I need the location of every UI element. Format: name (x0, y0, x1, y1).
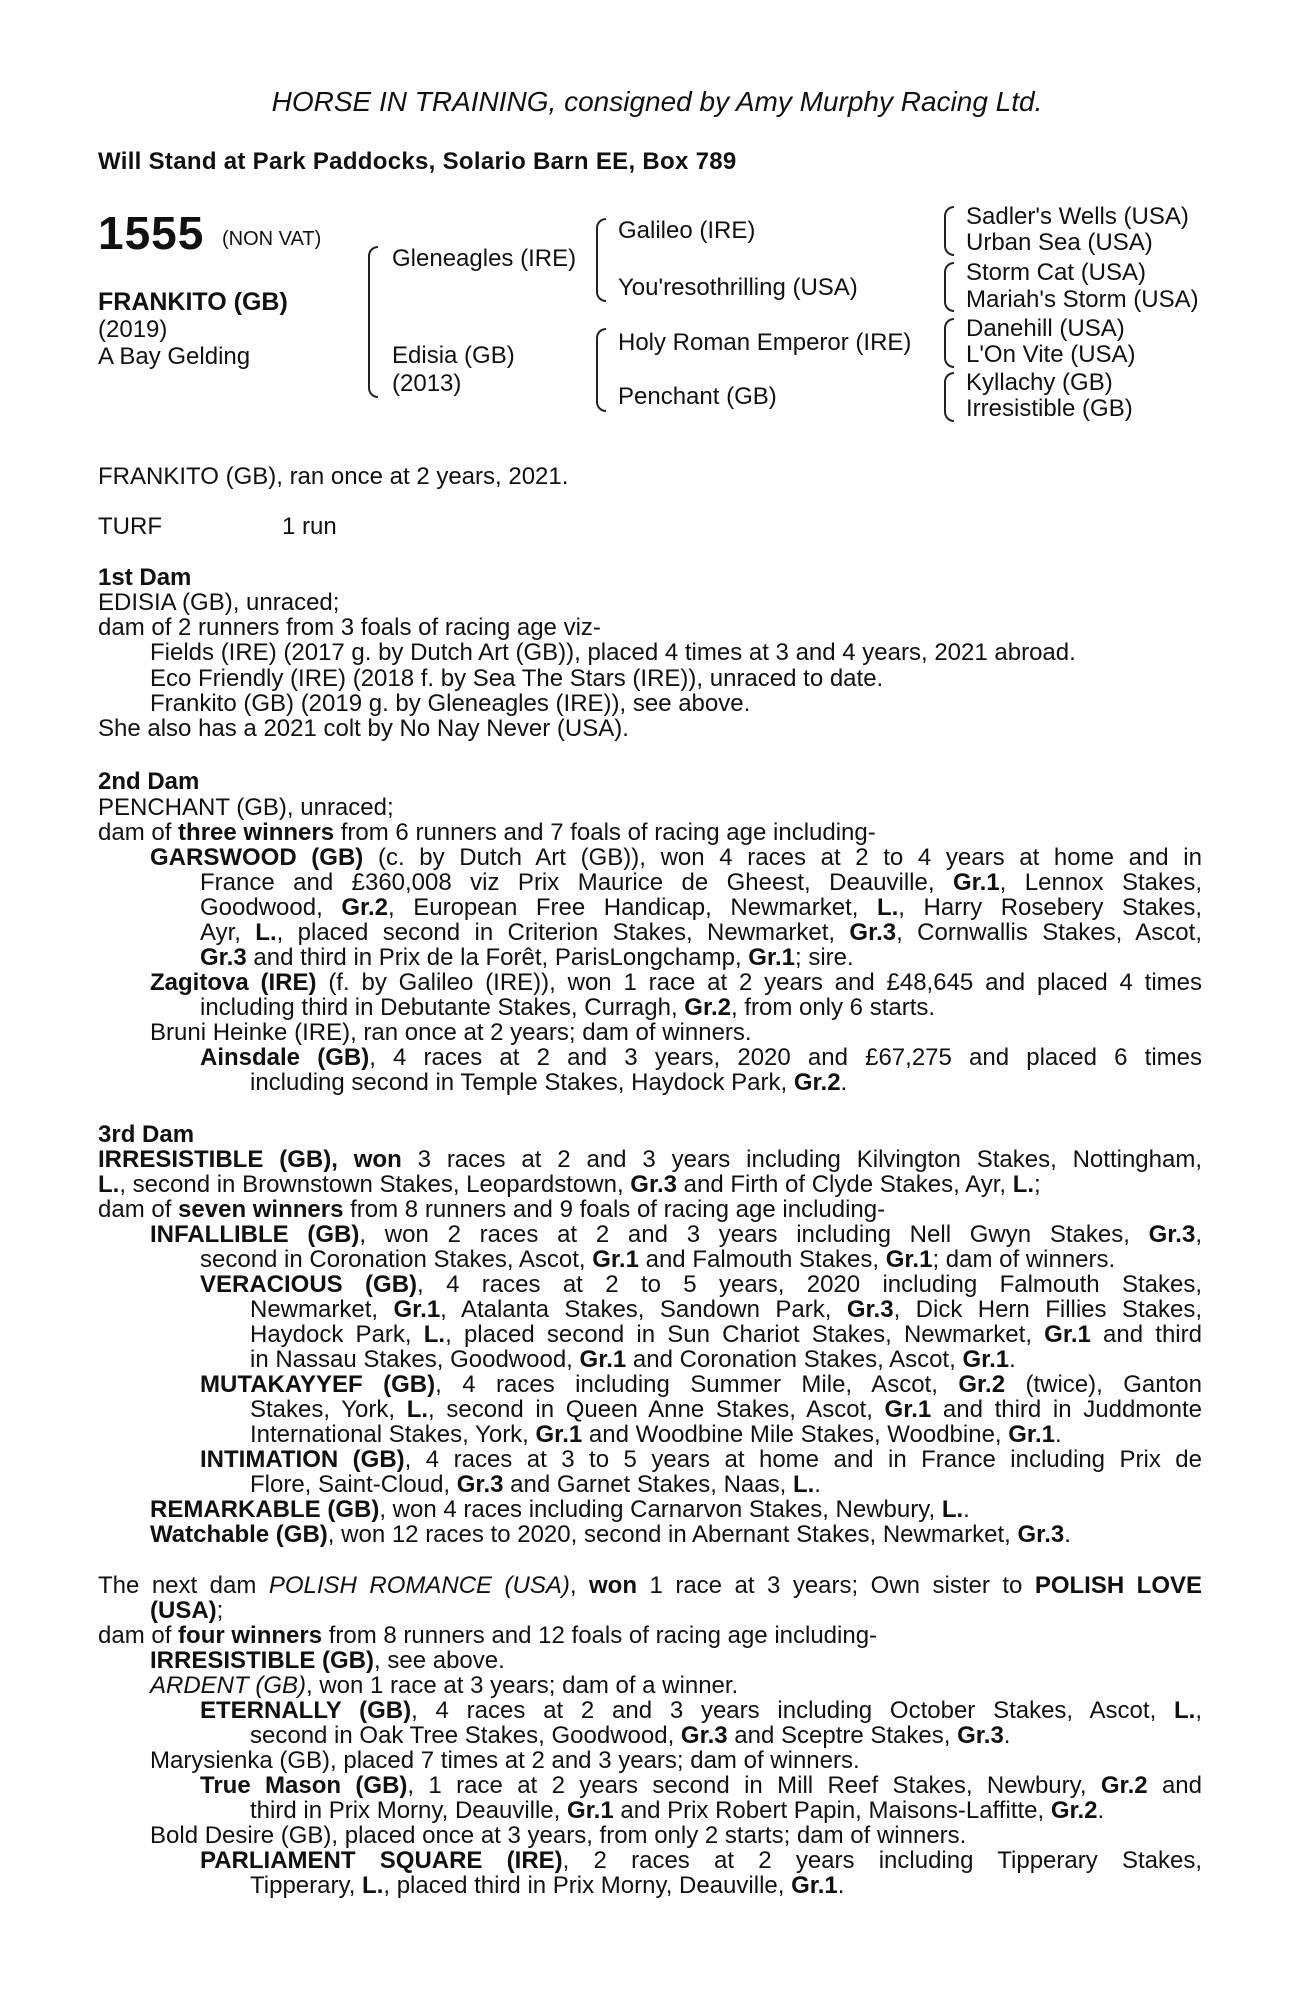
dam1-line: dam of 2 runners from 3 foals of racing age viz- (98, 614, 601, 641)
pedigree-brace-g4 (944, 372, 954, 422)
lot-number: 1555 (98, 207, 205, 259)
progeny-line: Flore, Saint-Cloud, Gr.3 and Garnet Stakes, Naas, L.. (250, 1471, 821, 1498)
pedigree-brace-g1 (944, 206, 954, 256)
next-dam-line: The next dam POLISH ROMANCE (USA), won 1 race at 3 years; Own sister to POLISH LOVE (98, 1572, 1202, 1599)
surface-runs: 1 run (282, 513, 337, 540)
pedigree-sire: Gleneagles (IRE) (392, 245, 577, 272)
progeny-line: True Mason (GB), 1 race at 2 years second in Mill Reef Stakes, Newbury, Gr.2 and (200, 1772, 1202, 1799)
pedigree-brace-g2 (944, 262, 954, 312)
dam1-line: She also has a 2021 colt by No Nay Never (USA). (98, 715, 629, 742)
progeny-line: Ayr, L., placed second in Criterion Stakes, Newmarket, Gr.3, Cornwallis Stakes, Ascot, (200, 919, 1202, 946)
progeny-line: including third in Debutante Stakes, Curragh, Gr.2, from only 6 starts. (200, 994, 936, 1021)
pedigree-sdd: Mariah's Storm (USA) (966, 286, 1199, 313)
pedigree-sds: Storm Cat (USA) (966, 259, 1147, 286)
progeny-line: Bruni Heinke (IRE), ran once at 2 years; dam of winners. (150, 1019, 752, 1046)
pedigree-sire-dam: You'resothrilling (USA) (618, 274, 858, 301)
dam2-line: dam of three winners from 6 runners and 7 foals of racing age including- (98, 819, 876, 846)
pedigree-brace-dam-line (596, 328, 606, 412)
progeny-line: ARDENT (GB), won 1 race at 3 years; dam of a winner. (150, 1672, 739, 1699)
progeny-line: third in Prix Morny, Deauville, Gr.1 and Prix Robert Papin, Maisons-Laffitte, Gr.2. (250, 1797, 1105, 1824)
dam2-line: PENCHANT (GB), unraced; (98, 794, 394, 821)
pedigree-dam-year: (2013) (392, 370, 462, 397)
dam1-progeny: Frankito (GB) (2019 g. by Gleneagles (IRE)), see above. (150, 690, 751, 717)
pedigree-brace-sire-line (596, 218, 606, 302)
progeny-line: ETERNALLY (GB), 4 races at 2 and 3 years including October Stakes, Ascot, L., (200, 1697, 1203, 1724)
stand-location: Will Stand at Park Paddocks, Solario Barn EE, Box 789 (98, 148, 737, 175)
progeny-line: including second in Temple Stakes, Haydock Park, Gr.2. (250, 1069, 848, 1096)
progeny-line: Watchable (GB), won 12 races to 2020, second in Abernant Stakes, Newmarket, Gr.3. (150, 1521, 1071, 1548)
pedigree-brace-g3 (944, 318, 954, 368)
pedigree-dam: Edisia (GB) (392, 342, 515, 369)
dam3-line: L., second in Brownstown Stakes, Leopardstown, Gr.3 and Firth of Clyde Stakes, Ayr, L.; (98, 1171, 1041, 1198)
progeny-line: REMARKABLE (GB), won 4 races including Carnarvon Stakes, Newbury, L.. (150, 1496, 970, 1523)
surface-label: TURF (98, 513, 162, 540)
progeny-line: GARSWOOD (GB) (c. by Dutch Art (GB)), won 4 races at 2 to 4 years at home and in (150, 844, 1202, 871)
progeny-line: Bold Desire (GB), placed once at 3 years, from only 2 starts; dam of winners. (150, 1822, 967, 1849)
dam3-line: dam of seven winners from 8 runners and 9 foals of racing age including- (98, 1196, 886, 1223)
progeny-line: INFALLIBLE (GB), won 2 races at 2 and 3 years including Nell Gwyn Stakes, Gr.3, (150, 1221, 1202, 1248)
dam1-line: EDISIA (GB), unraced; (98, 589, 340, 616)
next-dam-line: dam of four winners from 8 runners and 12 foals of racing age including- (98, 1622, 878, 1649)
pedigree-brace-sire-dam (368, 246, 378, 398)
dam3-heading: 3rd Dam (98, 1121, 195, 1148)
pedigree-dam-sire: Holy Roman Emperor (IRE) (618, 329, 912, 356)
progeny-line: Haydock Park, L., placed second in Sun Chariot Stakes, Newmarket, Gr.1 and third (250, 1321, 1202, 1348)
progeny-line: PARLIAMENT SQUARE (IRE), 2 races at 2 years including Tipperary Stakes, (200, 1847, 1202, 1874)
horse-year: (2019) (98, 316, 168, 343)
pedigree-dss: Danehill (USA) (966, 315, 1125, 342)
race-record-summary: FRANKITO (GB), ran once at 2 years, 2021. (98, 463, 569, 490)
pedigree-ddd: Irresistible (GB) (966, 395, 1133, 422)
progeny-line: INTIMATION (GB), 4 races at 3 to 5 years at home and in France including Prix de (200, 1446, 1202, 1473)
horse-name: FRANKITO (GB) (98, 288, 288, 316)
pedigree-sss: Sadler's Wells (USA) (966, 203, 1189, 230)
progeny-line: MUTAKAYYEF (GB), 4 races including Summer Mile, Ascot, Gr.2 (twice), Ganton (200, 1371, 1202, 1398)
progeny-line: Ainsdale (GB), 4 races at 2 and 3 years, 2020 and £67,275 and placed 6 times (200, 1044, 1202, 1071)
pedigree-ssd: Urban Sea (USA) (966, 229, 1153, 256)
progeny-line: second in Oak Tree Stakes, Goodwood, Gr.3 and Sceptre Stakes, Gr.3. (250, 1722, 1011, 1749)
catalogue-header: HORSE IN TRAINING, consigned by Amy Murphy Racing Ltd. (271, 86, 1043, 117)
progeny-line: VERACIOUS (GB), 4 races at 2 to 5 years, 2020 including Falmouth Stakes, (200, 1271, 1203, 1298)
progeny-line: International Stakes, York, Gr.1 and Woodbine Mile Stakes, Woodbine, Gr.1. (250, 1421, 1062, 1448)
progeny-line: Stakes, York, L., second in Queen Anne Stakes, Ascot, Gr.1 and third in Juddmonte (250, 1396, 1202, 1423)
dam2-heading: 2nd Dam (98, 768, 200, 795)
progeny-line: Marysienka (GB), placed 7 times at 2 and 3 years; dam of winners. (150, 1747, 860, 1774)
progeny-line: second in Coronation Stakes, Ascot, Gr.1 and Falmouth Stakes, Gr.1; dam of winners. (200, 1246, 1116, 1273)
progeny-line: Gr.3 and third in Prix de la Forêt, ParisLongchamp, Gr.1; sire. (200, 944, 854, 971)
progeny-line: Goodwood, Gr.2, European Free Handicap, Newmarket, L., Harry Rosebery Stakes, (200, 894, 1203, 921)
dam1-heading: 1st Dam (98, 564, 192, 591)
pedigree-sire-sire: Galileo (IRE) (618, 217, 756, 244)
progeny-line: Zagitova (IRE) (f. by Galileo (IRE)), won 1 race at 2 years and £48,645 and placed 4 times (150, 969, 1202, 996)
dam1-progeny: Fields (IRE) (2017 g. by Dutch Art (GB)), placed 4 times at 3 and 4 years, 2021 abroad. (150, 639, 1076, 666)
progeny-line: in Nassau Stakes, Goodwood, Gr.1 and Coronation Stakes, Ascot, Gr.1. (250, 1346, 1016, 1373)
pedigree-dsd: L'On Vite (USA) (966, 341, 1136, 368)
horse-description: A Bay Gelding (98, 343, 251, 370)
next-dam-line: (USA); (150, 1597, 224, 1624)
pedigree-dam-dam: Penchant (GB) (618, 383, 777, 410)
progeny-line: France and £360,008 viz Prix Maurice de Gheest, Deauville, Gr.1, Lennox Stakes, (200, 869, 1202, 896)
dam3-line: IRRESISTIBLE (GB), won 3 races at 2 and 3 years including Kilvington Stakes, Nottingham, (98, 1146, 1203, 1173)
pedigree-dds: Kyllachy (GB) (966, 369, 1113, 396)
progeny-line: IRRESISTIBLE (GB), see above. (150, 1647, 505, 1674)
progeny-line: Newmarket, Gr.1, Atalanta Stakes, Sandown Park, Gr.3, Dick Hern Fillies Stakes, (250, 1296, 1202, 1323)
progeny-line: Tipperary, L., placed third in Prix Morny, Deauville, Gr.1. (250, 1872, 845, 1899)
dam1-progeny: Eco Friendly (IRE) (2018 f. by Sea The Stars (IRE)), unraced to date. (150, 665, 884, 692)
vat-status: (NON VAT) (222, 228, 322, 250)
